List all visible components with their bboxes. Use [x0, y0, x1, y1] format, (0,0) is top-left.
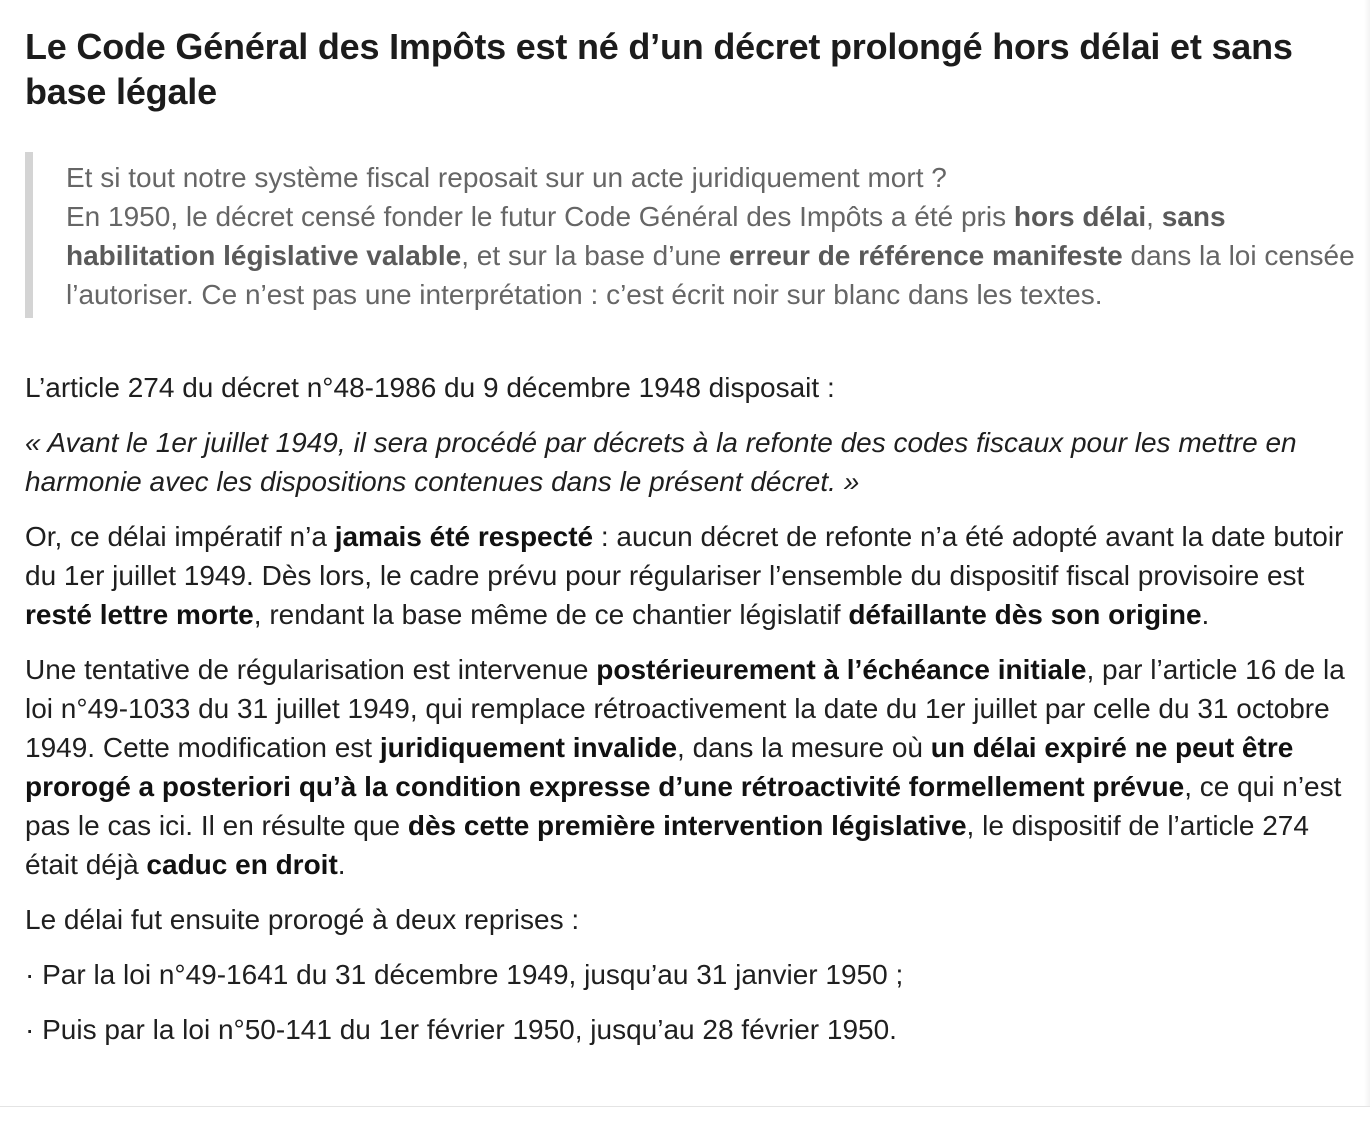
p2-text-1: Une tentative de régularisation est intervenue — [25, 654, 597, 685]
p2-text-5: , le dispositif de l’article 274 était déjà — [25, 810, 1309, 880]
lead-text-4: dans la loi censée l’autoriser. Ce n’est pas une interprétation : c’est écrit noir sur blanc dans les textes. — [66, 240, 1355, 310]
lead-text-2: , — [1146, 201, 1162, 232]
p2-bold-3: un délai expiré ne peut être prorogé a posteriori qu’à la condition expresse d’une rétroactivité formellement prévue — [25, 732, 1294, 802]
p1-text-4: . — [1201, 599, 1210, 630]
paragraph-2 — [25, 650, 1355, 884]
p2-text-3: , dans la mesure où — [677, 732, 931, 763]
lead-bold-1: hors délai — [1013, 201, 1147, 232]
scroll-edge-shadow — [1364, 0, 1370, 1106]
paragraph-1 — [25, 517, 1355, 634]
lead-bold-2: sans habilitation législative valable — [66, 201, 1226, 271]
p1-bold-1: jamais été respecté — [334, 521, 594, 552]
lead-bold-3: erreur de référence manifeste — [728, 240, 1123, 271]
p1-text-3: , rendant la base même de ce chantier législatif — [253, 599, 849, 630]
lead-summary — [66, 197, 1355, 314]
intro-paragraph: L’article 274 du décret n°48-1986 du 9 décembre 1948 disposait : — [25, 372, 835, 403]
lead-text-3: , et sur la base d’une — [461, 240, 729, 271]
p2-bold-2: juridiquement invalide — [379, 732, 678, 763]
p1-text-2: : aucun décret de refonte n’a été adopté avant la date butoir du 1er juillet 1949. Dès lors, le cadre prévu pour régulariser l’ensemble du dispositif fiscal provisoire est — [25, 521, 1344, 591]
p2-text-6: . — [337, 849, 346, 880]
paragraph-3: Le délai fut ensuite prorogé à deux reprises : — [25, 904, 580, 935]
p1-bold-3: défaillante dès son origine — [848, 599, 1202, 630]
lead-blockquote — [25, 152, 1355, 318]
lead-question: Et si tout notre système fiscal reposait sur un acte juridiquement mort ? — [66, 162, 947, 193]
article-title: Le Code Général des Impôts est né d’un décret prolongé hors délai et sans base légale — [25, 26, 1293, 112]
p2-text-2: , par l’article 16 de la loi n°49-1033 du 31 juillet 1949, qui remplace rétroactivement la date du 1er juillet par celle du 31 octobre 1949. Cette modification est — [25, 654, 1345, 763]
bullet-item: · Par la loi n°49-1641 du 31 décembre 1949, jusqu’au 31 janvier 1950 ; — [25, 959, 904, 990]
bullet-item: · Puis par la loi n°50-141 du 1er février 1950, jusqu’au 28 février 1950. — [25, 1014, 897, 1045]
p2-bold-1: postérieurement à l’échéance initiale — [596, 654, 1087, 685]
p2-bold-4: dès cette première intervention législative — [407, 810, 967, 841]
bottom-divider — [0, 1106, 1370, 1107]
lead-text-1: En 1950, le décret censé fonder le futur Code Général des Impôts a été pris — [66, 201, 1014, 232]
p2-text-4: , ce qui n’est pas le cas ici. Il en résulte que — [25, 771, 1342, 841]
p2-bold-5: caduc en droit — [146, 849, 338, 880]
p1-text-1: Or, ce délai impératif n’a — [25, 521, 335, 552]
decree-citation: « Avant le 1er juillet 1949, il sera procédé par décrets à la refonte des codes fiscaux pour les mettre en harmonie avec les dispositions contenues dans le présent décret. » — [25, 427, 1297, 497]
p1-bold-2: resté lettre morte — [25, 599, 254, 630]
article — [25, 0, 1355, 1049]
